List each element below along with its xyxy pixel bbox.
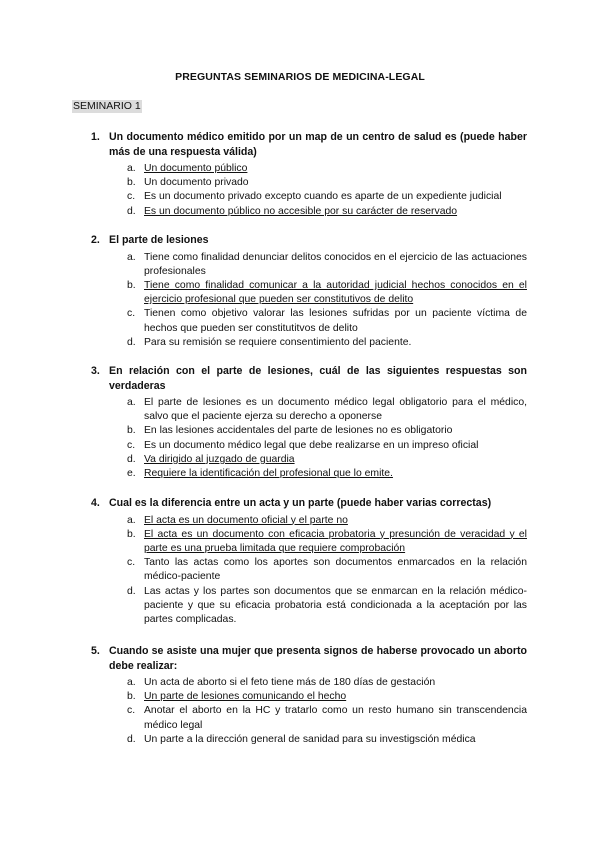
option-text: Es un documento privado excepto cuando es aparte de un expediente judicial	[144, 191, 502, 203]
question-number: 5.	[91, 645, 100, 657]
option-text: Tienen como objetivo valorar las lesiones sufridas por un paciente víctima de hechos que pueden ser constitutitvos de delito	[144, 308, 527, 334]
option-letter: b.	[127, 177, 136, 189]
option-letter: b.	[127, 279, 136, 291]
question-number: 1.	[91, 131, 100, 143]
option-text: Un documento público	[144, 163, 248, 174]
option-item	[127, 676, 527, 690]
option-text: Tanto las actas como los aportes son documentos enmarcados en la relación médico-paciente	[144, 557, 527, 583]
option-text: Va dirigido al juzgado de guardia	[144, 453, 295, 465]
option-letter: c.	[127, 439, 136, 451]
option-item	[127, 396, 527, 424]
option-item	[127, 585, 527, 628]
option-item	[127, 424, 527, 438]
option-text: Tiene como finalidad comunicar a la autoridad judicial hechos conocidos en el ejercicio profesional que pueden ser constitutivos de delito	[144, 279, 527, 306]
option-text: Anotar el aborto en la HC y tratarlo como un resto humano sin transcendencia médico legal	[144, 705, 527, 731]
option-text: En las lesiones accidentales del parte de lesiones no es obligatorio	[144, 425, 453, 437]
question-number: 3.	[91, 365, 100, 377]
option-letter: c.	[127, 308, 136, 320]
option-text: Para su remisión se requiere consentimiento del paciente.	[144, 336, 412, 348]
page-title: PREGUNTAS SEMINARIOS DE MEDICINA-LEGAL	[175, 71, 425, 83]
option-item	[127, 176, 527, 190]
option-text: Un acta de aborto si el feto tiene más de 180 días de gestación	[144, 677, 436, 688]
question-number: 4.	[91, 497, 100, 509]
option-text: Es un documento médico legal que debe realizarse en un impreso oficial	[144, 439, 479, 451]
option-text: Tiene como finalidad denunciar delitos conocidos en el ejercicio de las actuaciones profesionales	[144, 251, 527, 277]
option-item	[127, 514, 527, 528]
option-text: Es un documento público no accesible por su carácter de reservado	[144, 205, 458, 217]
option-text: El acta es un documento con eficacia probatoria y presunción de veracidad y el parte es una prueba limitada que requiere comprobación	[144, 528, 527, 554]
option-item	[127, 251, 527, 279]
option-item	[127, 690, 527, 704]
question-text: En relación con el parte de lesiones, cuál de las siguientes respuestas son verdaderas	[109, 365, 527, 392]
options-list	[91, 251, 527, 350]
option-letter: c.	[127, 191, 136, 203]
option-item	[127, 336, 527, 350]
option-item	[127, 279, 527, 307]
option-text: Un parte a la dirección general de sanidad para su investigsción médica	[144, 733, 476, 745]
option-letter: d.	[127, 453, 136, 465]
option-text: El parte de lesiones es un documento médico legal obligatorio para el médico, salvo que el paciente ejerza su derecho a oponerse	[144, 397, 527, 423]
option-letter: a.	[127, 397, 136, 408]
question-number: 2.	[91, 234, 100, 246]
options-list	[91, 676, 527, 747]
seminar-label: SEMINARIO 1	[73, 100, 141, 112]
option-item	[127, 190, 527, 204]
option-letter: b.	[127, 691, 136, 703]
option-letter: a.	[127, 251, 136, 263]
option-letter: a.	[127, 677, 136, 688]
option-letter: b.	[127, 528, 136, 540]
option-letter: e.	[127, 468, 136, 480]
question-text: Cual es la diferencia entre un acta y un parte (puede haber varias correctas)	[109, 497, 492, 509]
option-item	[127, 704, 527, 732]
option-item	[127, 205, 527, 219]
option-item	[127, 453, 527, 467]
option-letter: d.	[127, 733, 136, 745]
options-list	[91, 514, 527, 628]
question-1	[91, 130, 527, 219]
option-text: Requiere la identificación del profesional que lo emite.	[144, 468, 393, 480]
option-item	[127, 439, 527, 453]
option-letter: a.	[127, 163, 136, 174]
options-list	[91, 162, 527, 219]
option-text: Un parte de lesiones comunicando el hecho	[144, 691, 347, 703]
option-letter: d.	[127, 585, 136, 597]
option-item	[127, 162, 527, 176]
option-text: Las actas y los partes son documentos que se enmarcan en la relación médico-paciente y que su eficacia probatoria está condicionada a la aceptación por las partes complicadas.	[144, 585, 527, 625]
option-item	[127, 307, 527, 335]
question-text: Un documento médico emitido por un map de un centro de salud es (puede haber más de una respuesta válida)	[109, 131, 527, 158]
question-text: El parte de lesiones	[109, 234, 209, 246]
option-text: Un documento privado	[144, 177, 249, 189]
question-2	[91, 233, 527, 350]
option-text: El acta es un documento oficial y el parte no	[144, 514, 348, 526]
option-letter: d.	[127, 336, 136, 348]
option-item	[127, 556, 527, 584]
option-item	[127, 467, 527, 481]
question-text: Cuando se asiste una mujer que presenta signos de haberse provocado un aborto debe realizar:	[109, 645, 527, 672]
question-4	[91, 496, 527, 627]
option-letter: d.	[127, 205, 136, 217]
option-item	[127, 528, 527, 556]
question-5	[91, 644, 527, 747]
option-item	[127, 733, 527, 747]
question-3	[91, 364, 527, 481]
option-letter: c.	[127, 557, 136, 569]
option-letter: a.	[127, 514, 136, 526]
options-list	[91, 396, 527, 481]
option-letter: c.	[127, 705, 136, 717]
option-letter: b.	[127, 425, 136, 437]
